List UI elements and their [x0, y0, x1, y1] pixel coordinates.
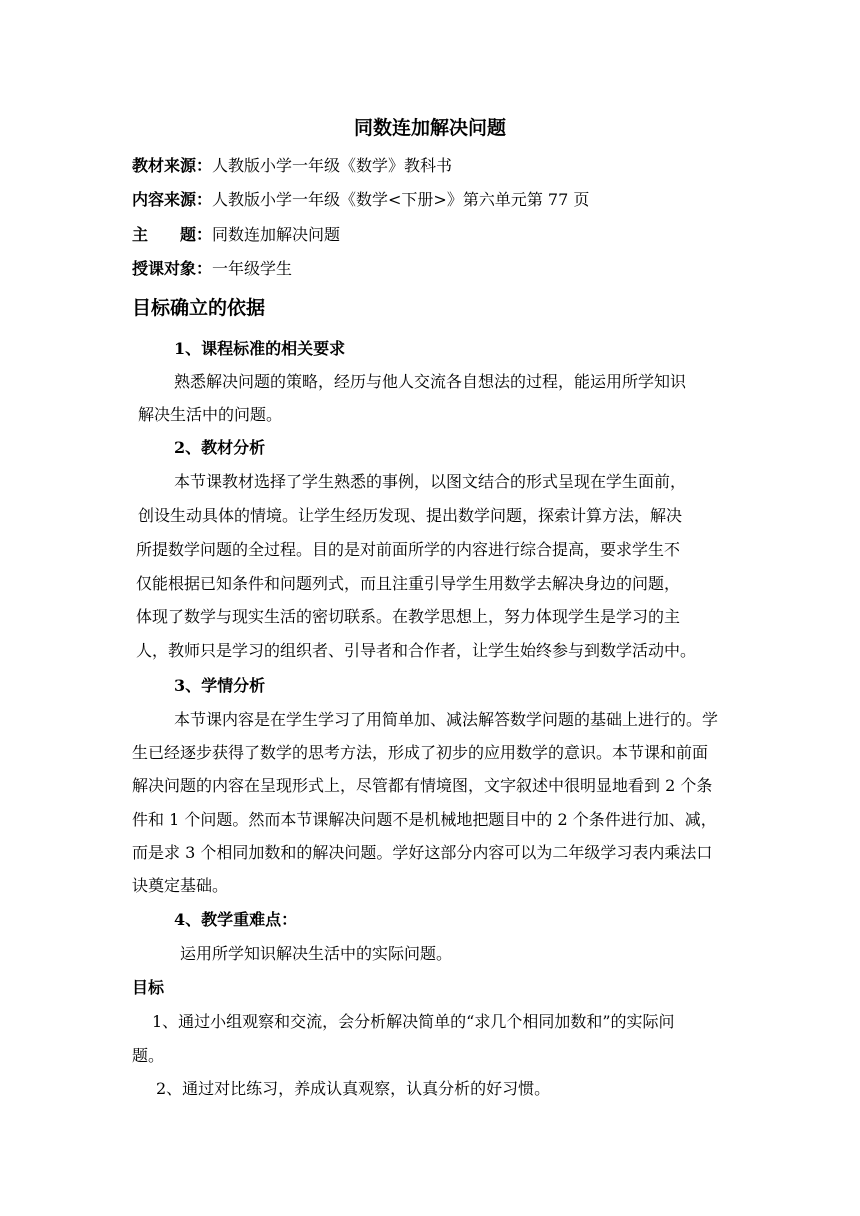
paragraph-line: 本节课教材选择了学生熟悉的事例，以图文结合的形式呈现在学生面前，: [174, 472, 687, 491]
paragraph-line: 生已经逐步获得了数学的思考方法，形成了初步的应用数学的意识。本节课和前面: [132, 743, 709, 762]
goal-line: 1、通过小组观察和交流，会分析解决简单的“求几个相同加数和”的实际问: [152, 1012, 675, 1031]
paragraph-line: 解决问题的内容在呈现形式上，尽管都有情境图，文字叙述中很明显地看到 2 个条: [132, 776, 713, 795]
info-value: 同数连加解决问题: [212, 225, 341, 244]
info-value: 一年级学生: [212, 259, 293, 278]
section-heading-basis: 目标确立的依据: [132, 297, 266, 319]
paragraph-line: 而是求 3 个相同加数和的解决问题。学好这部分内容可以为二年级学习表内乘法口: [132, 843, 713, 862]
paragraph-line: 所提数学问题的全过程。目的是对前面所学的内容进行综合提高，要求学生不: [136, 540, 681, 559]
paragraph-line: 运用所学知识解决生活中的实际问题。: [180, 944, 453, 963]
subsection-heading: 2、教材分析: [174, 438, 266, 457]
paragraph-line: 人，教师只是学习的组织者、引导者和合作者，让学生始终参与到数学活动中。: [136, 641, 697, 660]
info-row-audience: [132, 259, 292, 279]
paragraph-line: 本节课内容是在学生学习了用简单加、减法解答数学问题的基础上进行的。学: [174, 710, 719, 729]
paragraph-line: 件和 1 个问题。然而本节课解决问题不是机械地把题目中的 2 个条件进行加、减，: [132, 810, 717, 829]
info-value: 人教版小学一年级《数学<下册>》第六单元第 77 页: [212, 190, 590, 209]
info-row-content: [132, 190, 589, 210]
paragraph-line: 创设生动具体的情境。让学生经历发现、提出数学问题，探索计算方法，解决: [138, 506, 683, 525]
info-label: 授课对象：: [132, 259, 213, 278]
section-heading-goals: 目标: [132, 978, 165, 997]
goal-line: 2、通过对比练习，养成认真观察，认真分析的好习惯。: [156, 1079, 551, 1098]
subsection-heading: 4、教学重难点：: [174, 910, 298, 929]
info-row-source: [132, 156, 452, 176]
subsection-heading: 1、课程标准的相关要求: [174, 339, 346, 358]
info-row-topic: [132, 225, 340, 245]
subsection-heading: 3、学情分析: [174, 676, 266, 695]
page-title: 同数连加解决问题: [353, 117, 506, 139]
paragraph-line: 熟悉解决问题的策略，经历与他人交流各自想法的过程，能运用所学知识: [174, 372, 687, 391]
paragraph-line: 诀奠定基础。: [132, 876, 229, 895]
paragraph-line: 体现了数学与现实生活的密切联系。在教学思想上，努力体现学生是学习的主: [136, 607, 681, 626]
info-label: 主 题：: [132, 225, 213, 244]
info-label: 教材来源：: [132, 156, 213, 175]
goal-line: 题。: [132, 1046, 165, 1065]
paragraph-line: 解决生活中的问题。: [138, 405, 283, 424]
info-label: 内容来源：: [132, 190, 213, 209]
info-value: 人教版小学一年级《数学》教科书: [212, 156, 453, 175]
paragraph-line: 仅能根据已知条件和问题列式，而且注重引导学生用数学去解决身边的问题，: [136, 574, 681, 593]
